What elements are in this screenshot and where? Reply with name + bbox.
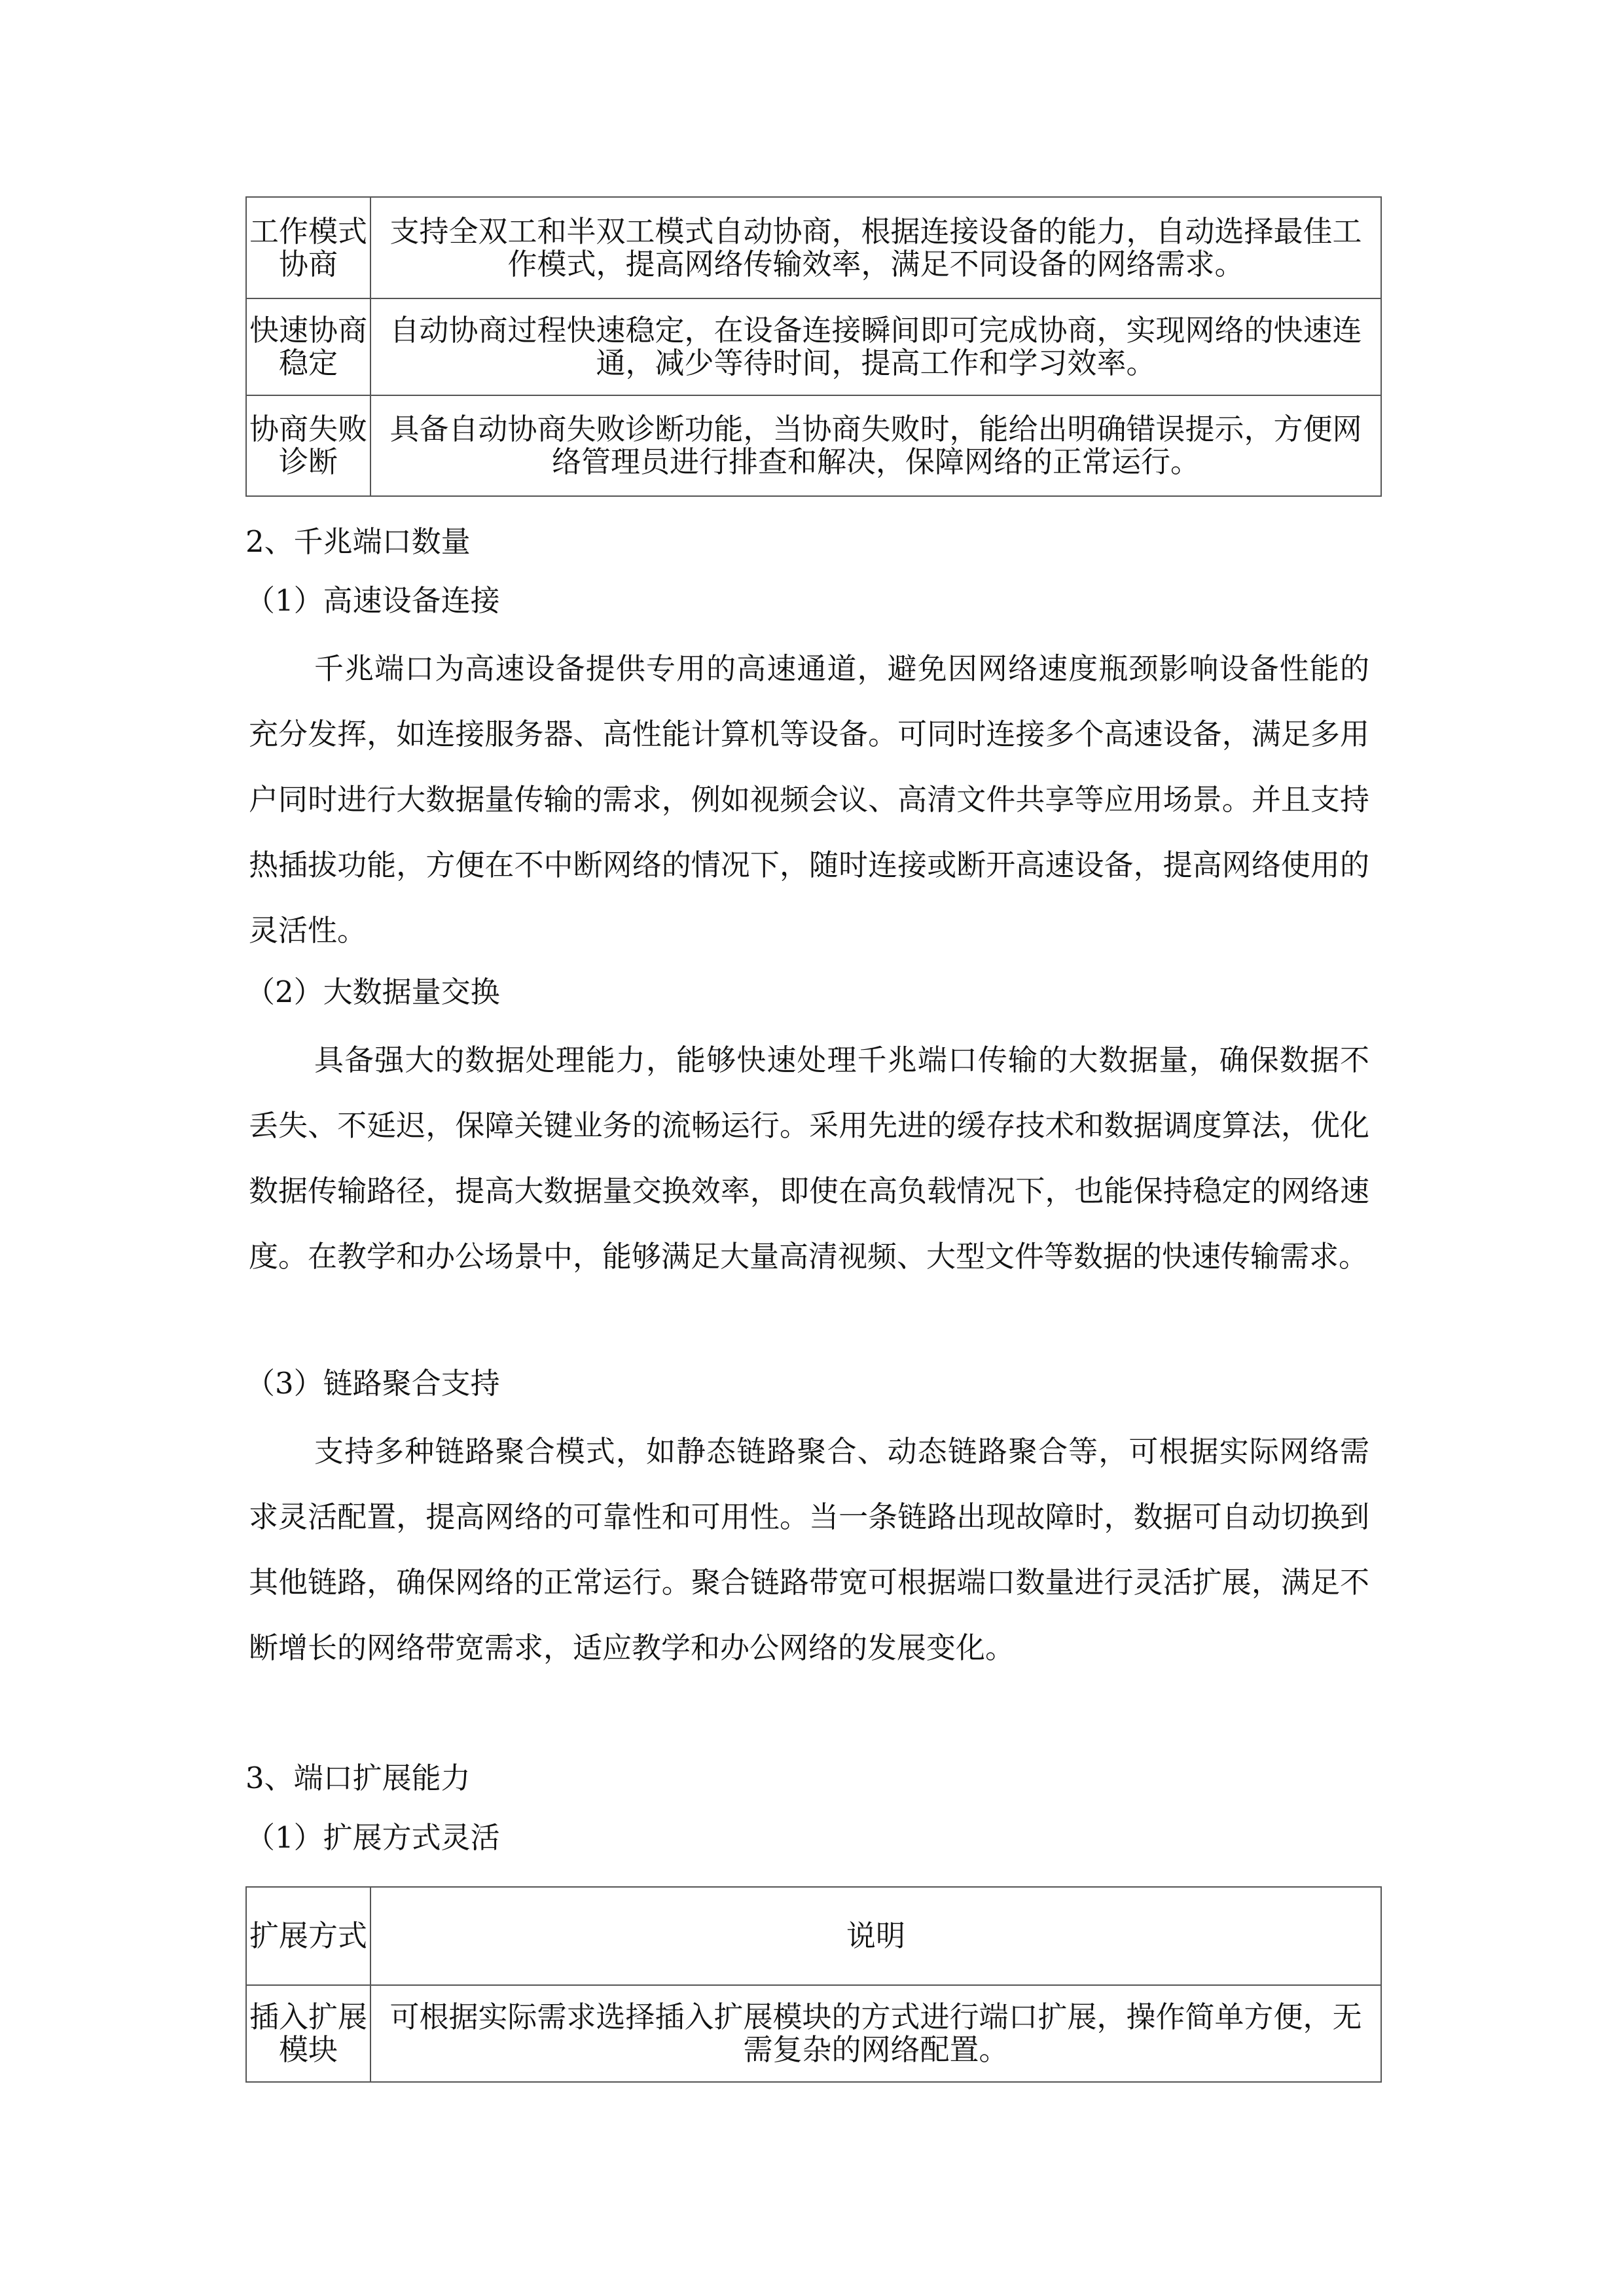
expansion-table	[245, 1886, 1382, 2083]
paragraph: 支持多种链路聚合模式，如静态链路聚合、动态链路聚合等，可根据实际网络需求灵活配置，提高网络的可靠性和可用性。当一条链路出现故障时，数据可自动切换到其他链路，确保网络的正常运行。聚合链路带宽可根据端口数量进行灵活扩展，满足不断增长的网络带宽需求，适应教学和办公网络的发展变化。	[249, 1434, 1369, 1665]
section-heading: 3、端口扩展能力	[245, 1761, 471, 1795]
table-cell-label: 协商失败诊断	[246, 395, 370, 496]
paragraph: 千兆端口为高速设备提供专用的高速通道，避免因网络速度瓶颈影响设备性能的充分发挥，如连接服务器、高性能计算机等设备。可同时连接多个高速设备，满足多用户同时进行大数据量传输的需求，例如视频会议、高清文件共享等应用场景。并且支持热插拔功能，方便在不中断网络的情况下，随时连接或断开高速设备，提高网络使用的灵活性。	[249, 651, 1369, 948]
table-cell-desc: 具备自动协商失败诊断功能，当协商失败时，能给出明确错误提示，方便网络管理员进行排查和解决，保障网络的正常运行。	[370, 395, 1381, 496]
paragraph: 具备强大的数据处理能力，能够快速处理千兆端口传输的大数据量，确保数据不丢失、不延迟，保障关键业务的流畅运行。采用先进的缓存技术和数据调度算法，优化数据传输路径，提高大数据量交换效率，即使在高负载情况下，也能保持稳定的网络速度。在教学和办公场景中，能够满足大量高清视频、大型文件等数据的快速传输需求。	[249, 1043, 1369, 1274]
table-header-row	[246, 1887, 1381, 1985]
table-row	[246, 395, 1381, 496]
subsection-heading: （1）扩展方式灵活	[245, 1820, 500, 1855]
subsection-heading: （1）高速设备连接	[245, 583, 500, 618]
table-row	[246, 197, 1381, 298]
table-row	[246, 298, 1381, 395]
table-cell-desc: 自动协商过程快速稳定，在设备连接瞬间即可完成协商，实现网络的快速连通，减少等待时间，提高工作和学习效率。	[370, 298, 1381, 395]
table-header-label: 扩展方式	[246, 1887, 370, 1985]
subsection-heading: （2）大数据量交换	[245, 975, 500, 1009]
table-cell-label: 工作模式协商	[246, 197, 370, 298]
table-cell-label: 插入扩展模块	[246, 1985, 370, 2082]
table-cell-desc: 支持全双工和半双工模式自动协商，根据连接设备的能力，自动选择最佳工作模式，提高网络传输效率，满足不同设备的网络需求。	[370, 197, 1381, 298]
table-cell-label: 快速协商稳定	[246, 298, 370, 395]
table-row	[246, 1985, 1381, 2082]
table-cell-desc: 可根据实际需求选择插入扩展模块的方式进行端口扩展，操作简单方便，无需复杂的网络配置。	[370, 1985, 1381, 2082]
section-heading: 2、千兆端口数量	[245, 524, 471, 559]
subsection-heading: （3）链路聚合支持	[245, 1366, 500, 1401]
table-header-desc: 说明	[370, 1887, 1381, 1985]
feature-table-negotiation	[245, 196, 1382, 497]
